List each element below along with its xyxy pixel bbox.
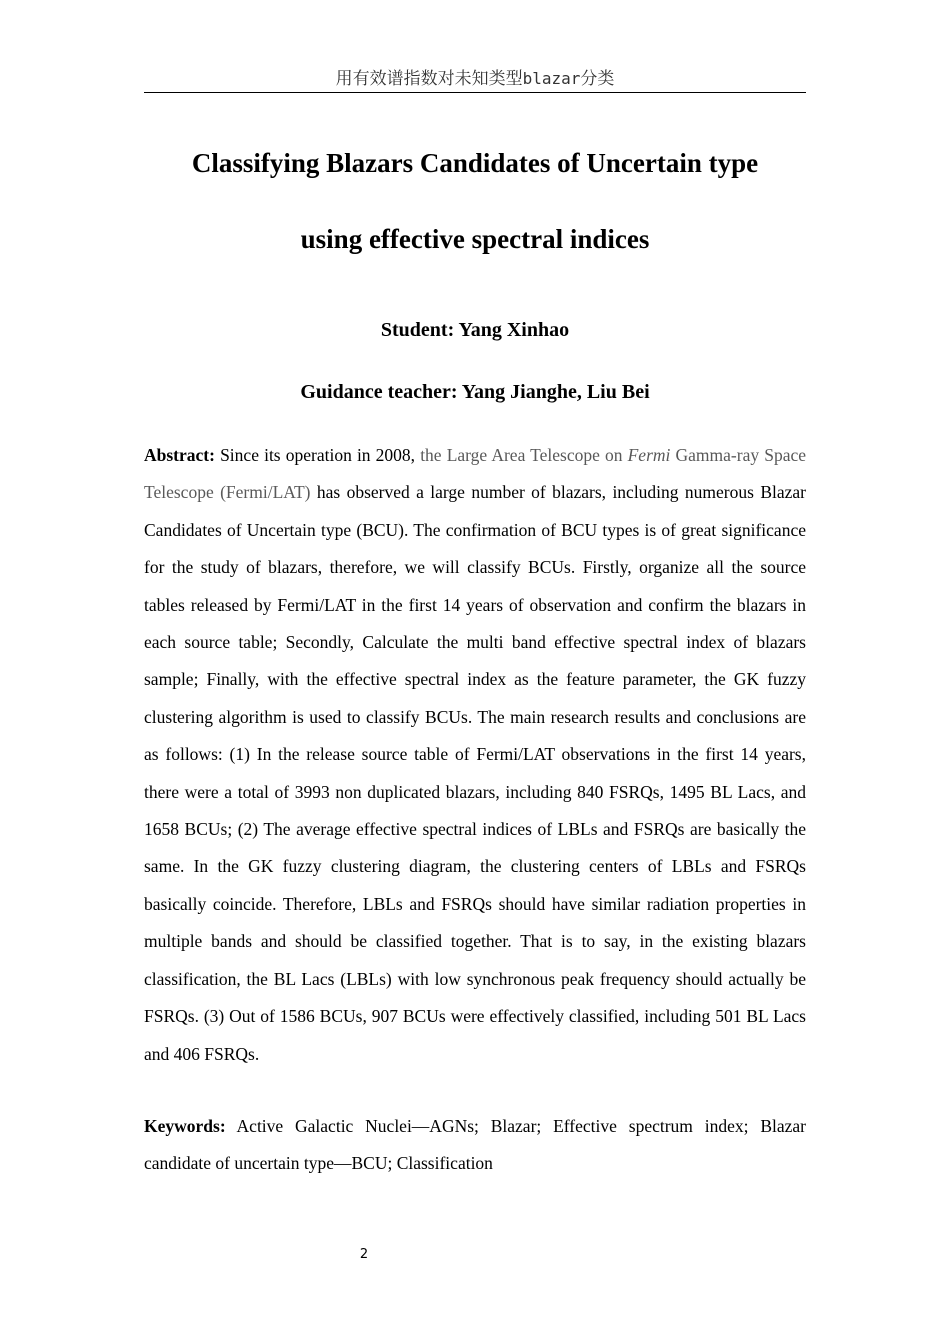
abstract-lat-part1: the Large Area Telescope on (420, 445, 628, 465)
keywords-label: Keywords: (144, 1116, 226, 1136)
keywords (144, 1108, 806, 1183)
paper-title-line-2: using effective spectral indices (300, 224, 650, 254)
keywords-text: Active Galactic Nuclei—AGNs; Blazar; Effective spectrum index; Blazar candidate of uncertain type—BCU; Classification (144, 1116, 806, 1174)
paper-title-line-1: Classifying Blazars Candidates of Uncertain type (191, 148, 759, 178)
abstract-body: has observed a large number of blazars, including numerous Blazar Candidates of Uncertain type (BCU). The confirmation of BCU types is of great significance for the study of blazars, therefore, we will classify BCUs. Firstly, organize all the source tables released by Fermi/LAT in the first 14 years of observation and confirm the blazars in each source table; Secondly, Calculate the multi band effective spectral index of blazars sample; Finally, with the effective spectral index as the feature parameter, the GK fuzzy clustering algorithm is used to classify BCUs. The main research results and conclusions are as follows: (1) In the release source table of Fermi/LAT observations in the first 14 years, there were a total of 3993 non duplicated blazars, including 840 FSRQs, 1495 BL Lacs, and 1658 BCUs; (2) The average effective spectral indices of LBLs and FSRQs are basically the same. In the GK fuzzy clustering diagram, the clustering centers of LBLs and FSRQs basically coincide. Therefore, LBLs and FSRQs should have similar radiation properties in multiple bands and should be classified together. That is to say, in the existing blazars classification, the BL Lacs (LBLs) with low synchronous peak frequency should actually be FSRQs. (3) Out of 1586 BCUs, 907 BCUs were effectively classified, including 501 BL Lacs and 406 FSRQs. (144, 482, 806, 1064)
abstract-label: Abstract: (144, 445, 215, 465)
page-number: 2 (359, 1247, 369, 1262)
abstract (144, 437, 806, 1073)
abstract-intro: Since its operation in 2008, (214, 445, 421, 465)
running-header-prefix: 用有效谱指数对未知类型 (335, 69, 523, 89)
abstract-lat-fermi: Fermi (627, 445, 671, 465)
guidance-line: Guidance teacher: Yang Jianghe, Liu Bei (300, 381, 650, 403)
running-header-mono: blazar (522, 69, 581, 88)
running-header (144, 66, 806, 93)
abstract-lat-part2: Gamma-ray Space Telescope (Fermi/LAT) (144, 445, 806, 503)
student-line: Student: Yang Xinhao (380, 319, 570, 341)
running-header-suffix: 分类 (580, 69, 615, 89)
